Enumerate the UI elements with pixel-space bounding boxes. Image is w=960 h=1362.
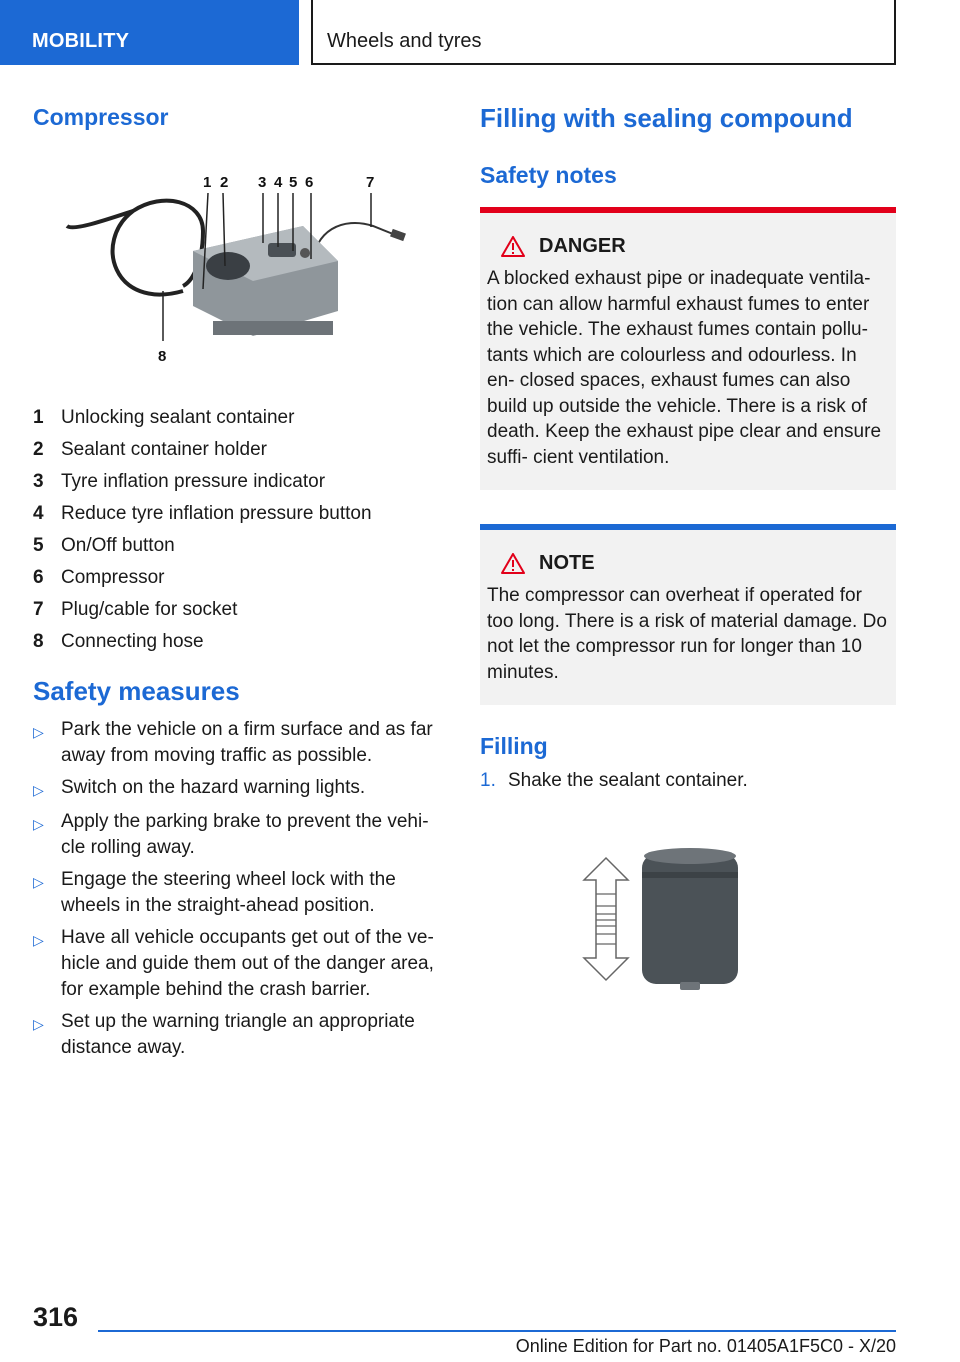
sealant-container-shape [642,848,738,990]
step-item [480,768,896,794]
callout-4: 4 [274,174,283,191]
compressor-legend [33,402,443,658]
legend-num: 2 [33,439,44,460]
list-item [33,775,443,803]
triangle-bullet-icon: ▷ [33,782,44,798]
legend-num: 4 [33,503,44,524]
legend-item [33,466,443,498]
chapter-tab [0,0,299,65]
list-item [33,925,443,1003]
legend-item [33,626,443,658]
legend-text: Compressor [61,567,165,588]
sealant-container-illustration [580,844,750,994]
safety-notes-heading: Safety notes [480,162,617,188]
list-item-text: Have all vehicle occupants get out of the ve‐ hicle and guide them out of the danger area, for example behind the crash barrier. [61,927,434,1000]
list-item-text: Apply the parking brake to prevent the vehi‐ cle rolling away. [61,811,429,858]
plug-shape [390,229,406,241]
compressor-illustration [53,171,413,371]
legend-item [33,434,443,466]
callout-6: 6 [305,174,314,191]
triangle-bullet-icon: ▷ [33,932,44,948]
legend-num: 5 [33,535,44,556]
section-header [311,0,896,65]
legend-num: 8 [33,631,44,652]
page-number: 316 [33,1302,79,1332]
danger-label: DANGER [539,235,626,257]
legend-text: Tyre inflation pressure indicator [61,471,326,492]
step-text: Shake the sealant container. [508,770,748,791]
legend-num: 7 [33,599,44,620]
legend-text: Connecting hose [61,631,204,652]
legend-item [33,530,443,562]
filling-steps [480,768,896,794]
left-column [33,100,443,1067]
warning-triangle-icon [501,553,525,574]
legend-item [33,498,443,530]
list-item [33,809,443,861]
triangle-bullet-icon: ▷ [33,1016,44,1032]
danger-notice [480,207,896,490]
legend-text: On/Off button [61,535,175,556]
legend-text: Unlocking sealant container [61,407,295,428]
warning-triangle-icon [501,236,525,257]
callout-7: 7 [366,174,375,191]
note-notice-head [487,552,888,575]
danger-text: A blocked exhaust pipe or inadequate ventila‐ tion can allow harmful exhaust fumes to enter the vehicle. The exhaust fumes contain pollu‐ tants which are colourless and odourless. In en‐ closed spaces, exhaust fumes can also build up outside the vehicle. There is a risk of death. Keep the exhaust pipe clear and ensure suffi‐ cient ventilation. [487,268,882,468]
legend-text: Sealant container holder [61,439,267,460]
legend-text: Plug/cable for socket [61,599,238,620]
footer-divider [98,1330,896,1332]
list-item [33,867,443,919]
list-item [33,1009,443,1061]
note-text: The compressor can overheat if operated for too long. There is a risk of material damage. Do not let the compressor run for longer than 10 minutes. [487,585,887,683]
shake-arrow-icon [584,858,628,980]
legend-item [33,402,443,434]
filling-sealing-heading: Filling with sealing compound [480,103,853,133]
callout-2: 2 [220,174,229,191]
note-notice [480,524,896,705]
section-label: Wheels and tyres [327,30,482,52]
filling-heading: Filling [480,733,548,759]
legend-item [33,594,443,626]
list-item-text: Engage the steering wheel lock with the wheels in the straight-ahead position. [61,869,396,916]
list-item-text: Park the vehicle on a firm surface and as far away from moving traffic as possible. [61,719,433,766]
safety-measures-list [33,717,443,1061]
legend-text: Reduce tyre inflation pressure button [61,503,372,524]
danger-notice-head [487,235,888,258]
legend-item [33,562,443,594]
triangle-bullet-icon: ▷ [33,816,44,832]
safety-measures-heading: Safety measures [33,676,240,706]
callout-3: 3 [258,174,267,191]
pressure-indicator-shape [268,243,296,257]
base-shape [213,321,333,335]
callout-1: 1 [203,174,212,191]
triangle-bullet-icon: ▷ [33,724,44,740]
callout-5: 5 [289,174,298,191]
step-number: 1. [480,770,496,791]
legend-num: 1 [33,407,44,428]
list-item-text: Switch on the hazard warning lights. [61,777,366,798]
list-item [33,717,443,769]
container-holder-shape [206,252,250,280]
callout-8: 8 [158,348,167,365]
compressor-heading: Compressor [33,104,169,130]
button-shape [300,248,310,258]
chapter-label: MOBILITY [32,30,130,52]
note-label: NOTE [539,552,595,574]
legend-num: 6 [33,567,44,588]
legend-num: 3 [33,471,44,492]
triangle-bullet-icon: ▷ [33,874,44,890]
list-item-text: Set up the warning triangle an appropriate distance away. [61,1011,415,1058]
edition-note: Online Edition for Part no. 01405A1F5C0 - X/20 [515,1336,896,1356]
right-column [480,100,896,999]
